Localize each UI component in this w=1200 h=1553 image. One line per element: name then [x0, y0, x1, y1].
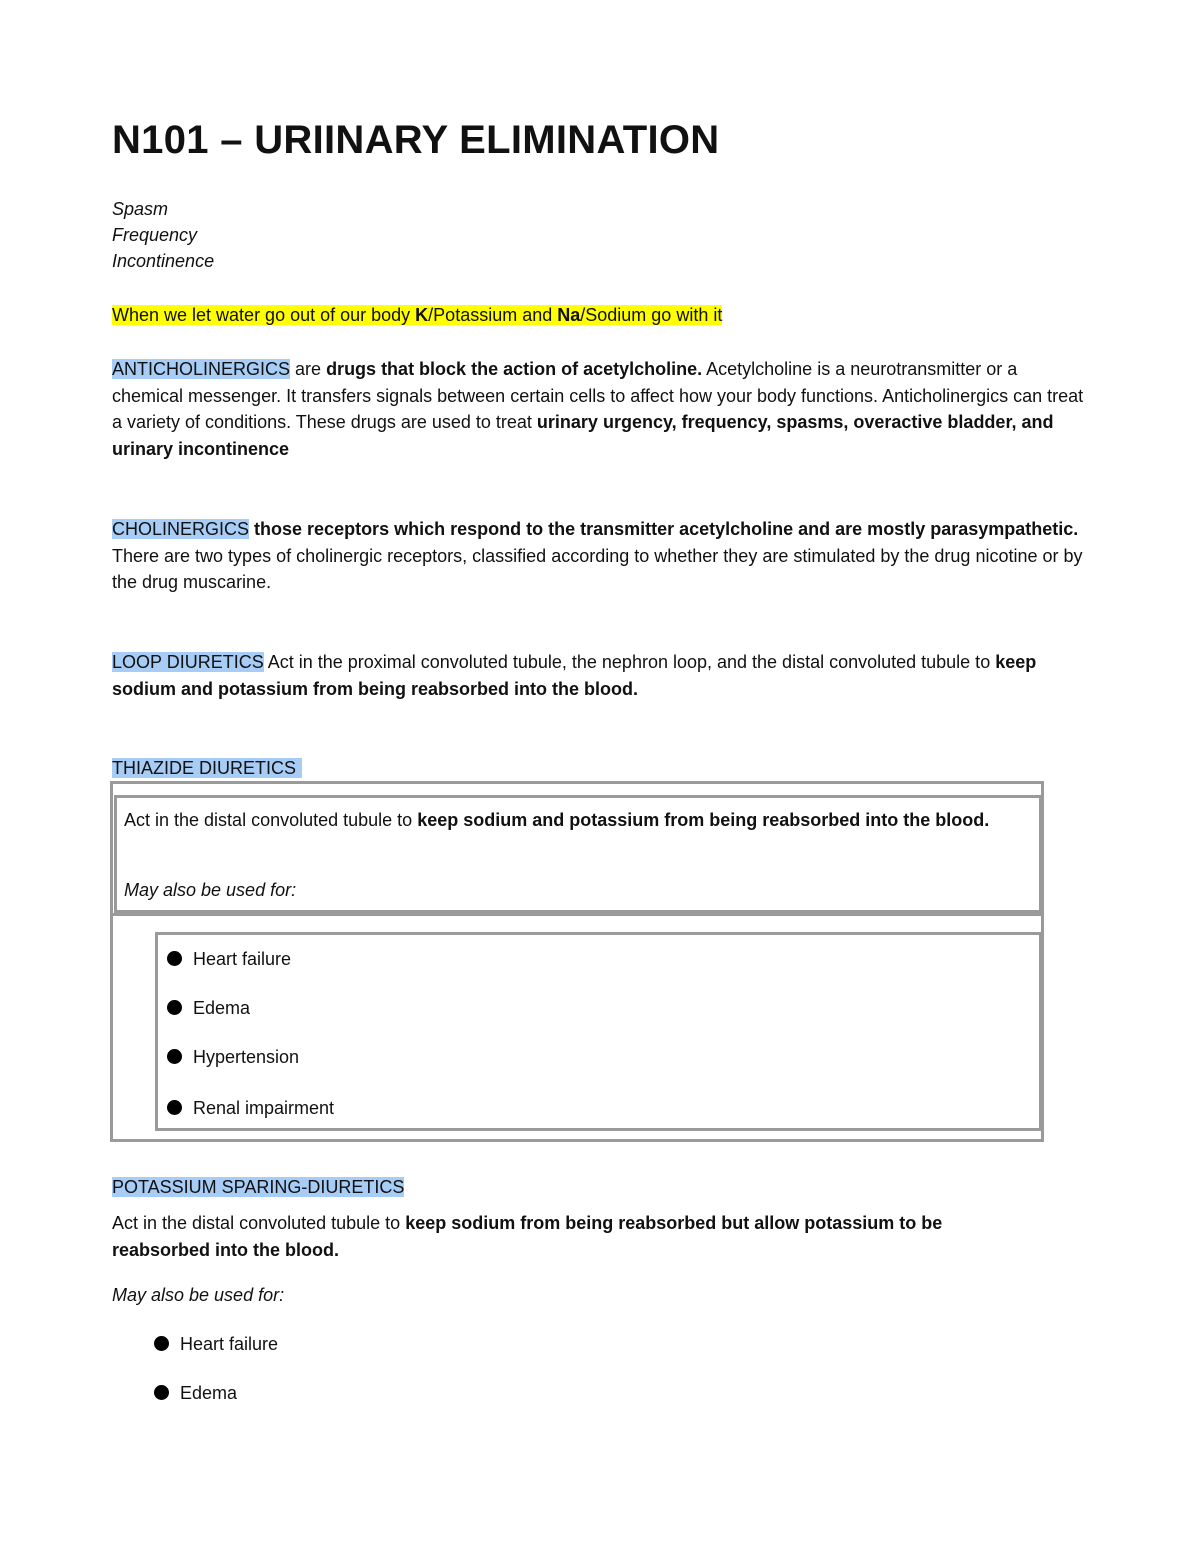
symptom-frequency: Frequency — [112, 225, 198, 245]
bullet-icon — [167, 1049, 182, 1064]
bullet-icon — [167, 1000, 182, 1015]
potassium-heading — [112, 1177, 404, 1198]
loop-diuretics-paragraph: LOOP DIURETICS Act in the proximal convoluted tubule, the nephron loop, and the distal convoluted tubule to keep sodium and potassium from being reabsorbed into the blood. — [112, 652, 1037, 699]
potassium-also-label: May also be used for: — [112, 1285, 285, 1305]
thiazide-also-label: May also be used for: — [124, 880, 297, 900]
potassium-description: Act in the distal convoluted tubule to keep sodium from being reabsorbed but allow potassium to be reabsorbed into the blood. — [112, 1213, 943, 1260]
potassium-use-item: Heart failure — [180, 1334, 279, 1354]
thiazide-use-item: Renal impairment — [193, 1098, 335, 1118]
thiazide-description: Act in the distal convoluted tubule to keep sodium and potassium from being reabsorbed into the blood. — [124, 810, 990, 830]
potassium-term: POTASSIUM SPARING-DIURETICS — [112, 1177, 405, 1197]
symptom-incontinence: Incontinence — [112, 251, 215, 271]
table-divider — [110, 913, 1044, 916]
bullet-icon — [154, 1336, 169, 1351]
bullet-icon — [167, 1100, 182, 1115]
cholinergics-paragraph: CHOLINERGICS those receptors which respond to the transmitter acetylcholine and are mostly parasympathetic. There are two types of cholinergic receptors, classified according to whether they are stimulated by the drug nicotine or by the drug muscarine. — [112, 519, 1083, 592]
thiazide-heading — [112, 758, 302, 779]
electrolyte-note: When we let water go out of our body K/Potassium and Na/Sodium go with it — [112, 305, 723, 325]
cholinergics-term: CHOLINERGICS — [112, 519, 250, 539]
page-title: N101 – URIINARY ELIMINATION — [112, 118, 720, 162]
thiazide-use-item: Heart failure — [193, 949, 292, 969]
thiazide-term: THIAZIDE DIURETICS — [112, 758, 302, 778]
anticholinergics-paragraph: ANTICHOLINERGICS are drugs that block the action of acetylcholine. Acetylcholine is a neurotransmitter or a chemical messenger. It transfers signals between certain cells to affect how your body functions. Anticholinergics can treat a variety of conditions. These drugs are used to treat urinary urgency, frequency, spasms, overactive bladder, and urinary incontinence — [112, 359, 1084, 459]
bullet-icon — [167, 951, 182, 966]
bullet-icon — [154, 1385, 169, 1400]
anticholinergics-term: ANTICHOLINERGICS — [112, 359, 291, 379]
loop-diuretics-term: LOOP DIURETICS — [112, 652, 264, 672]
potassium-use-item: Edema — [180, 1383, 238, 1403]
thiazide-use-item: Hypertension — [193, 1047, 300, 1067]
symptom-spasm: Spasm — [112, 199, 169, 219]
thiazide-use-item: Edema — [193, 998, 251, 1018]
